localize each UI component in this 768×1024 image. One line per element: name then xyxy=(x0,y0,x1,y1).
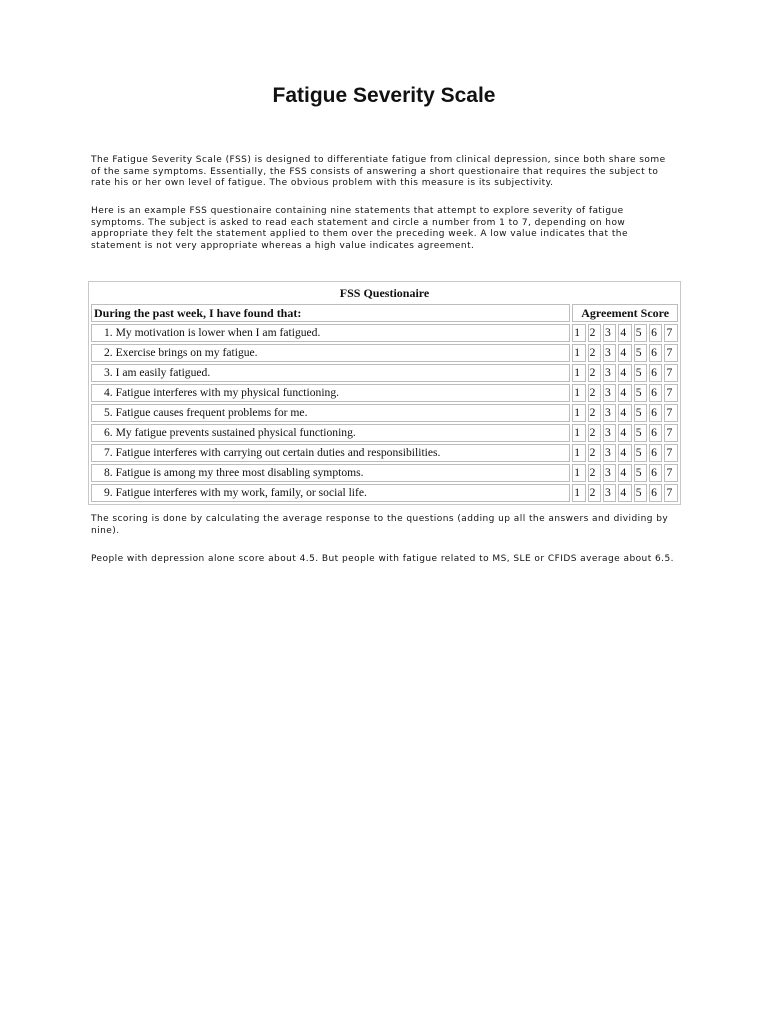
score-option-7[interactable]: 7 xyxy=(664,344,678,362)
table-row xyxy=(91,324,678,342)
table-row xyxy=(91,444,678,462)
score-option-5[interactable]: 5 xyxy=(634,324,647,342)
score-option-3[interactable]: 3 xyxy=(603,364,616,382)
score-option-2[interactable]: 2 xyxy=(588,464,601,482)
statement-cell: 4. Fatigue interferes with my physical functioning. xyxy=(91,384,570,402)
score-option-1[interactable]: 1 xyxy=(572,344,585,362)
score-option-2[interactable]: 2 xyxy=(588,424,601,442)
statement-cell: 1. My motivation is lower when I am fatigued. xyxy=(91,324,570,342)
score-option-7[interactable]: 7 xyxy=(664,464,678,482)
table-row xyxy=(91,404,678,422)
table-row xyxy=(91,344,678,362)
score-option-6[interactable]: 6 xyxy=(649,404,662,422)
score-option-1[interactable]: 1 xyxy=(572,424,585,442)
score-option-3[interactable]: 3 xyxy=(603,404,616,422)
score-option-6[interactable]: 6 xyxy=(649,344,662,362)
fss-questionnaire-table xyxy=(88,281,681,505)
score-option-4[interactable]: 4 xyxy=(618,364,631,382)
score-option-5[interactable]: 5 xyxy=(634,404,647,422)
score-option-5[interactable]: 5 xyxy=(634,444,647,462)
results-paragraph: People with depression alone score about 4.5. But people with fatigue related to MS, SLE or CFIDS average about 6.5. xyxy=(91,554,674,564)
score-option-7[interactable]: 7 xyxy=(664,364,678,382)
score-option-5[interactable]: 5 xyxy=(634,464,647,482)
table-row xyxy=(91,424,678,442)
score-option-6[interactable]: 6 xyxy=(649,444,662,462)
statement-cell: 3. I am easily fatigued. xyxy=(91,364,570,382)
score-option-7[interactable]: 7 xyxy=(664,424,678,442)
score-option-1[interactable]: 1 xyxy=(572,464,585,482)
score-option-3[interactable]: 3 xyxy=(603,344,616,362)
score-option-3[interactable]: 3 xyxy=(603,484,616,502)
score-option-2[interactable]: 2 xyxy=(588,384,601,402)
score-option-1[interactable]: 1 xyxy=(572,384,585,402)
score-option-1[interactable]: 1 xyxy=(572,324,585,342)
score-option-6[interactable]: 6 xyxy=(649,484,662,502)
score-option-2[interactable]: 2 xyxy=(588,344,601,362)
score-option-2[interactable]: 2 xyxy=(588,324,601,342)
score-option-4[interactable]: 4 xyxy=(618,324,631,342)
score-option-2[interactable]: 2 xyxy=(588,444,601,462)
score-option-3[interactable]: 3 xyxy=(603,464,616,482)
score-option-7[interactable]: 7 xyxy=(664,384,678,402)
table-header-row xyxy=(91,304,678,322)
intro-paragraph: The Fatigue Severity Scale (FSS) is designed to differentiate fatigue from clinical depression, since both share some of the same symptoms. Essentially, the FSS consists of answering a short questionaire that requires the subject to rate his or her own level of fatigue. The obvious problem with this measure is its subjectivity. xyxy=(91,155,666,189)
statement-cell: 9. Fatigue interferes with my work, family, or social life. xyxy=(91,484,570,502)
score-option-3[interactable]: 3 xyxy=(603,444,616,462)
statement-cell: 5. Fatigue causes frequent problems for me. xyxy=(91,404,570,422)
score-option-7[interactable]: 7 xyxy=(664,444,678,462)
score-option-6[interactable]: 6 xyxy=(649,424,662,442)
statement-cell: 7. Fatigue interferes with carrying out certain duties and responsibilities. xyxy=(91,444,570,462)
score-option-2[interactable]: 2 xyxy=(588,404,601,422)
page-title: Fatigue Severity Scale xyxy=(272,84,496,107)
score-option-4[interactable]: 4 xyxy=(618,444,631,462)
score-option-5[interactable]: 5 xyxy=(634,424,647,442)
table-row xyxy=(91,384,678,402)
table-row xyxy=(91,484,678,502)
score-option-5[interactable]: 5 xyxy=(634,484,647,502)
table-row xyxy=(91,364,678,382)
table-caption-row xyxy=(91,284,678,302)
score-option-7[interactable]: 7 xyxy=(664,324,678,342)
score-option-5[interactable]: 5 xyxy=(634,364,647,382)
scoring-paragraph: The scoring is done by calculating the average response to the questions (adding up all the answers and dividing by nine). xyxy=(91,514,669,536)
score-option-5[interactable]: 5 xyxy=(634,344,647,362)
statement-cell: 6. My fatigue prevents sustained physical functioning. xyxy=(91,424,570,442)
score-option-4[interactable]: 4 xyxy=(618,344,631,362)
score-option-4[interactable]: 4 xyxy=(618,424,631,442)
score-option-6[interactable]: 6 xyxy=(649,364,662,382)
score-option-4[interactable]: 4 xyxy=(618,404,631,422)
score-option-7[interactable]: 7 xyxy=(664,404,678,422)
statement-cell: 2. Exercise brings on my fatigue. xyxy=(91,344,570,362)
score-option-1[interactable]: 1 xyxy=(572,364,585,382)
score-option-4[interactable]: 4 xyxy=(618,464,631,482)
score-option-4[interactable]: 4 xyxy=(618,484,631,502)
score-option-6[interactable]: 6 xyxy=(649,324,662,342)
score-option-5[interactable]: 5 xyxy=(634,384,647,402)
score-option-7[interactable]: 7 xyxy=(664,484,678,502)
statement-column-header: During the past week, I have found that: xyxy=(91,304,570,322)
table-caption: FSS Questionaire xyxy=(339,286,430,300)
score-option-6[interactable]: 6 xyxy=(649,384,662,402)
score-option-1[interactable]: 1 xyxy=(572,404,585,422)
score-option-3[interactable]: 3 xyxy=(603,324,616,342)
score-option-1[interactable]: 1 xyxy=(572,444,585,462)
score-option-2[interactable]: 2 xyxy=(588,484,601,502)
score-option-4[interactable]: 4 xyxy=(618,384,631,402)
table-row xyxy=(91,464,678,482)
score-option-6[interactable]: 6 xyxy=(649,464,662,482)
example-paragraph: Here is an example FSS questionaire containing nine statements that attempt to explore severity of fatigue symptoms. The subject is asked to read each statement and circle a number from 1 to 7, depending on how appropriate they felt the statement applied to them over the preceding week. A low value indicates that the statement is not very appropriate whereas a high value indicates agreement. xyxy=(91,206,628,251)
score-option-3[interactable]: 3 xyxy=(603,384,616,402)
score-option-3[interactable]: 3 xyxy=(603,424,616,442)
score-column-header: Agreement Score xyxy=(572,304,678,322)
score-option-1[interactable]: 1 xyxy=(572,484,585,502)
score-option-2[interactable]: 2 xyxy=(588,364,601,382)
statement-cell: 8. Fatigue is among my three most disabling symptoms. xyxy=(91,464,570,482)
